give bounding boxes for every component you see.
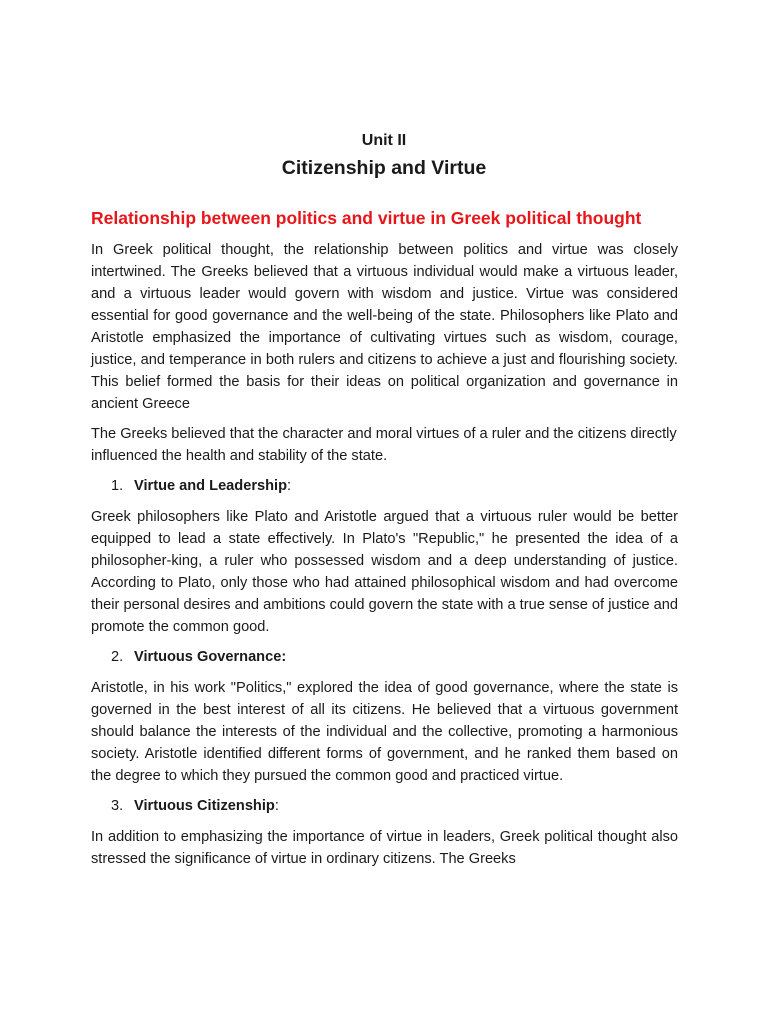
item-paragraph-3: In addition to emphasizing the importance of virtue in leaders, Greek political thought also stressed the significance of virtue in ordinary citizens. The Greeks xyxy=(91,829,678,867)
list-number: 1. xyxy=(111,478,124,494)
list-item-title: Virtue and Leadership xyxy=(134,478,288,494)
list-number: 2. xyxy=(111,649,124,665)
intro-paragraph-2: The Greeks believed that the character and moral virtues of a ruler and the citizens directly influenced the health and stability of the state. xyxy=(91,426,677,464)
list-item-virtuous-governance xyxy=(91,646,678,668)
section-heading: Relationship between politics and virtue in Greek political thought xyxy=(91,208,642,228)
section-content xyxy=(91,206,678,878)
list-number: 3. xyxy=(111,798,124,814)
list-item-suffix: : xyxy=(287,478,292,494)
list-item-title: Virtuous Governance: xyxy=(134,649,287,665)
list-item-title: Virtuous Citizenship xyxy=(134,798,275,814)
list-item-suffix: : xyxy=(274,798,279,814)
intro-paragraph-1: In Greek political thought, the relationship between politics and virtue was closely intertwined. The Greeks believed that a virtuous individual would make a virtuous leader, and a virtuous leader would govern with wisdom and justice. Virtue was considered essential for good governance and the well-being of the state. Philosophers like Plato and Aristotle emphasized the importance of cultivating virtues such as wisdom, courage, justice, and temperance in both rulers and citizens to achieve a just and flourishing society. This belief formed the basis for their ideas on political organization and governance in ancient Greece xyxy=(91,242,678,412)
unit-label: Unit II xyxy=(361,132,407,149)
list-item-virtue-leadership xyxy=(91,475,678,497)
list-item-virtuous-citizenship xyxy=(91,795,678,817)
item-paragraph-2: Aristotle, in his work "Politics," explored the idea of good governance, where the state is governed in the best interest of all its citizens. He believed that a virtuous government should balance the interests of the individual and the collective, promoting a harmonious society. Aristotle identified different forms of government, and he ranked them based on the degree to which they pursued the common good and practiced virtue. xyxy=(91,680,678,784)
page-title: Citizenship and Virtue xyxy=(281,157,487,179)
item-paragraph-1: Greek philosophers like Plato and Aristotle argued that a virtuous ruler would be better equipped to lead a state effectively. In Plato's "Republic," he presented the idea of a philosopher-king, a ruler who possessed wisdom and a deep understanding of justice. According to Plato, only those who had attained philosophical wisdom and had overcome their personal desires and ambitions could govern the state with a true sense of justice and promote the common good. xyxy=(91,509,678,635)
